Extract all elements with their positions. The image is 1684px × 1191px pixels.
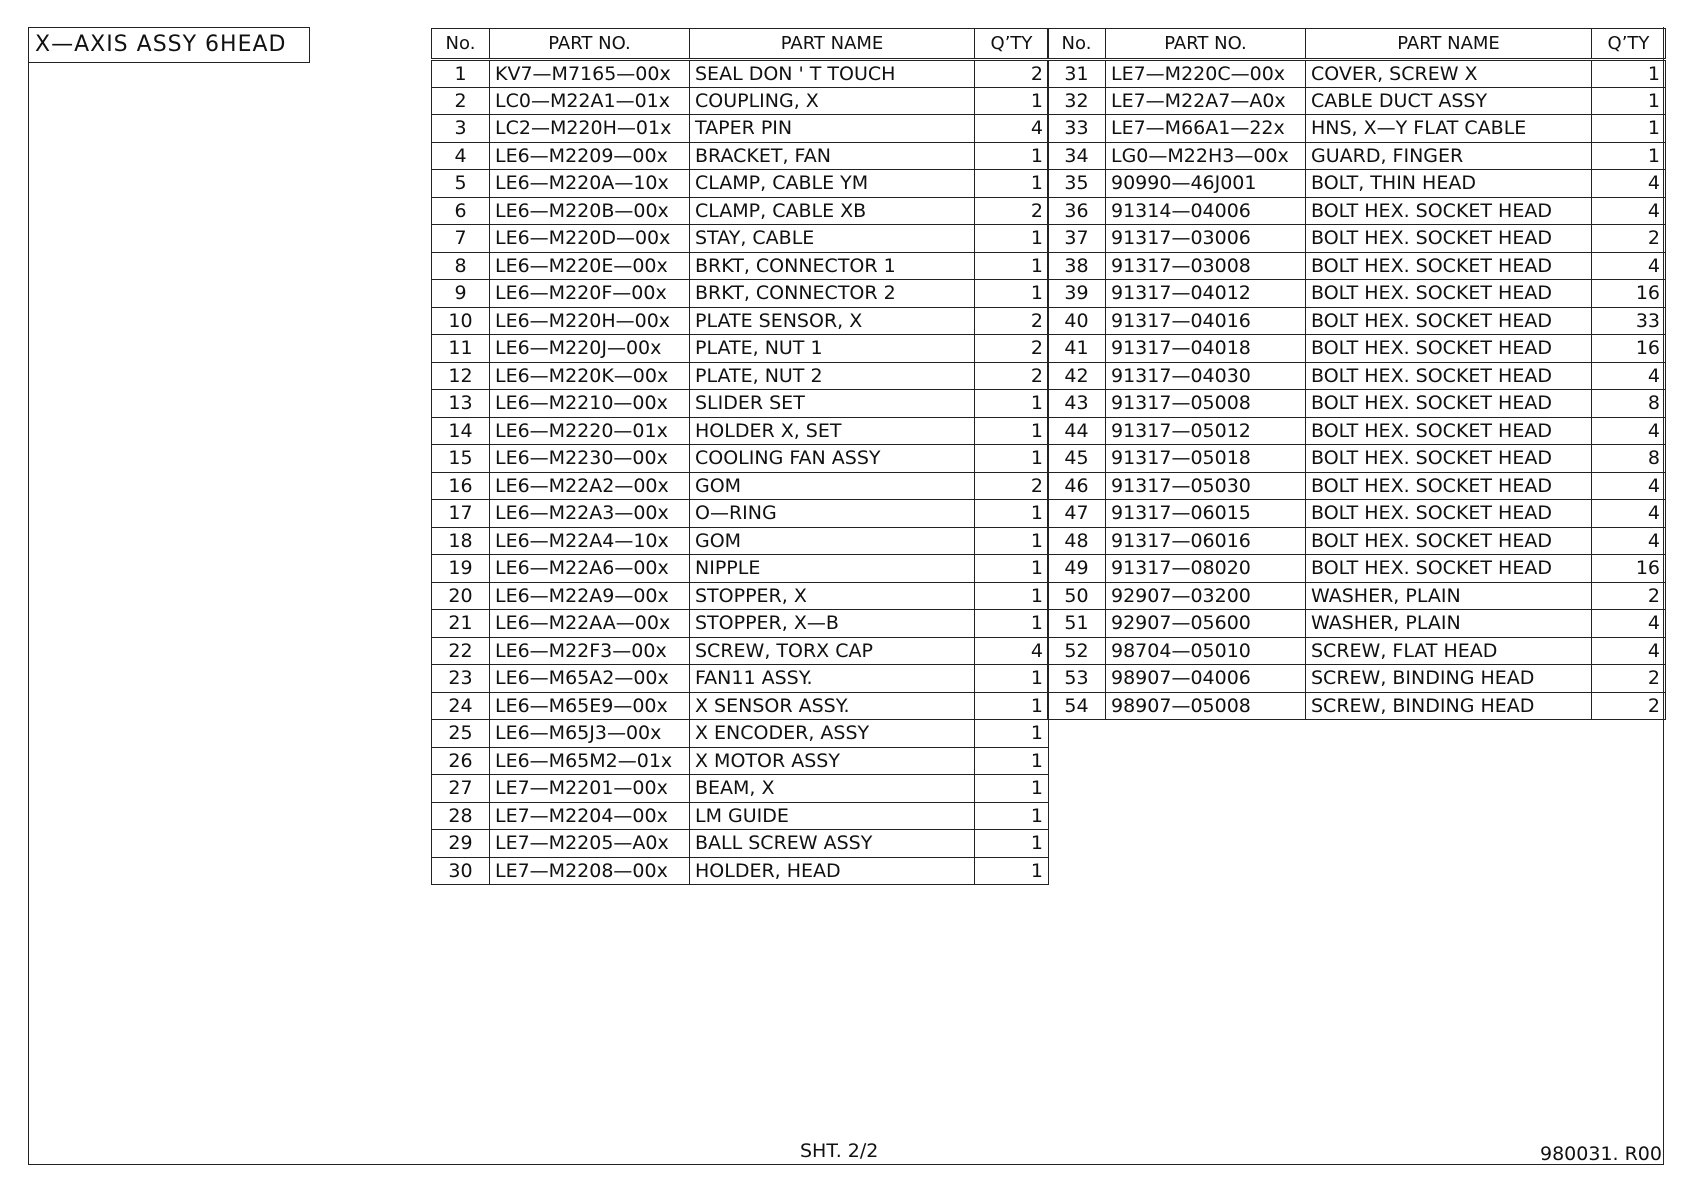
part-name: LM GUIDE xyxy=(690,802,975,830)
row-number: 14 xyxy=(432,417,490,445)
table-row xyxy=(1048,445,1666,473)
part-number: LE7—M2205—A0x xyxy=(490,830,690,858)
row-number: 34 xyxy=(1048,142,1106,170)
table-row xyxy=(432,747,1049,775)
row-number: 1 xyxy=(432,60,490,88)
part-number: LE7—M22A7—A0x xyxy=(1106,87,1306,115)
part-name: WASHER, PLAIN xyxy=(1306,582,1592,610)
quantity: 16 xyxy=(1592,280,1666,308)
table-row xyxy=(432,802,1049,830)
part-name: STAY, CABLE xyxy=(690,225,975,253)
table-row xyxy=(432,115,1049,143)
part-number: LE6—M220E—00x xyxy=(490,252,690,280)
row-number: 40 xyxy=(1048,307,1106,335)
parts-table-left-body xyxy=(432,60,1049,885)
row-number: 26 xyxy=(432,747,490,775)
quantity: 1 xyxy=(975,582,1049,610)
part-name: SEAL DON ' T TOUCH xyxy=(690,60,975,88)
part-name: NIPPLE xyxy=(690,555,975,583)
row-number: 9 xyxy=(432,280,490,308)
row-number: 33 xyxy=(1048,115,1106,143)
part-number: LE6—M220F—00x xyxy=(490,280,690,308)
table-row xyxy=(1048,60,1666,88)
quantity: 1 xyxy=(975,87,1049,115)
table-row xyxy=(1048,87,1666,115)
table-row xyxy=(432,142,1049,170)
table-row xyxy=(432,555,1049,583)
row-number: 19 xyxy=(432,555,490,583)
quantity: 1 xyxy=(975,225,1049,253)
quantity: 1 xyxy=(1592,87,1666,115)
part-number: LE6—M220J—00x xyxy=(490,335,690,363)
part-name: X ENCODER, ASSY xyxy=(690,720,975,748)
quantity: 1 xyxy=(975,280,1049,308)
table-row xyxy=(432,582,1049,610)
part-number: LE6—M65M2—01x xyxy=(490,747,690,775)
header-part-no: PART NO. xyxy=(490,29,690,60)
part-name: BOLT HEX. SOCKET HEAD xyxy=(1306,197,1592,225)
part-name: COVER, SCREW X xyxy=(1306,60,1592,88)
part-name: SCREW, BINDING HEAD xyxy=(1306,692,1592,720)
quantity: 2 xyxy=(975,60,1049,88)
quantity: 1 xyxy=(975,665,1049,693)
row-number: 7 xyxy=(432,225,490,253)
part-name: BRKT, CONNECTOR 1 xyxy=(690,252,975,280)
row-number: 44 xyxy=(1048,417,1106,445)
part-number: LE6—M220K—00x xyxy=(490,362,690,390)
part-name: CLAMP, CABLE XB xyxy=(690,197,975,225)
quantity: 1 xyxy=(975,610,1049,638)
table-row xyxy=(1048,225,1666,253)
part-number: LE6—M22A2—00x xyxy=(490,472,690,500)
quantity: 1 xyxy=(975,857,1049,885)
part-name: BOLT HEX. SOCKET HEAD xyxy=(1306,555,1592,583)
row-number: 35 xyxy=(1048,170,1106,198)
part-name: CABLE DUCT ASSY xyxy=(1306,87,1592,115)
part-number: 91317—03006 xyxy=(1106,225,1306,253)
part-number: LC2—M220H—01x xyxy=(490,115,690,143)
part-number: KV7—M7165—00x xyxy=(490,60,690,88)
table-header-row xyxy=(1048,29,1666,60)
table-row xyxy=(1048,637,1666,665)
part-number: LE6—M220H—00x xyxy=(490,307,690,335)
part-number: 91317—04016 xyxy=(1106,307,1306,335)
part-number: 91317—05030 xyxy=(1106,472,1306,500)
quantity: 16 xyxy=(1592,555,1666,583)
row-number: 29 xyxy=(432,830,490,858)
row-number: 37 xyxy=(1048,225,1106,253)
table-row xyxy=(1048,142,1666,170)
row-number: 30 xyxy=(432,857,490,885)
header-part-no: PART NO. xyxy=(1106,29,1306,60)
row-number: 3 xyxy=(432,115,490,143)
part-number: 91317—04012 xyxy=(1106,280,1306,308)
part-number: 91317—04018 xyxy=(1106,335,1306,363)
quantity: 2 xyxy=(1592,225,1666,253)
row-number: 4 xyxy=(432,142,490,170)
table-row xyxy=(432,60,1049,88)
page-title: X—AXIS ASSY 6HEAD xyxy=(28,27,310,63)
part-number: LE6—M22A4—10x xyxy=(490,527,690,555)
row-number: 11 xyxy=(432,335,490,363)
table-row xyxy=(432,197,1049,225)
quantity: 4 xyxy=(1592,197,1666,225)
sheet-number: SHT. 2∕2 xyxy=(800,1140,879,1162)
row-number: 32 xyxy=(1048,87,1106,115)
part-name: HOLDER, HEAD xyxy=(690,857,975,885)
parts-table-right xyxy=(1047,28,1666,720)
quantity: 4 xyxy=(1592,527,1666,555)
part-name: SCREW, FLAT HEAD xyxy=(1306,637,1592,665)
part-name: BRKT, CONNECTOR 2 xyxy=(690,280,975,308)
row-number: 50 xyxy=(1048,582,1106,610)
part-number: LE6—M22AA—00x xyxy=(490,610,690,638)
table-row xyxy=(1048,417,1666,445)
table-row xyxy=(432,720,1049,748)
part-name: GOM xyxy=(690,472,975,500)
part-name: O—RING xyxy=(690,500,975,528)
part-name: BALL SCREW ASSY xyxy=(690,830,975,858)
part-name: BOLT, THIN HEAD xyxy=(1306,170,1592,198)
part-name: HOLDER X, SET xyxy=(690,417,975,445)
quantity: 1 xyxy=(1592,115,1666,143)
quantity: 1 xyxy=(975,417,1049,445)
row-number: 27 xyxy=(432,775,490,803)
quantity: 4 xyxy=(1592,500,1666,528)
table-row xyxy=(432,445,1049,473)
parts-table-right-body xyxy=(1048,60,1666,720)
part-name: SCREW, TORX CAP xyxy=(690,637,975,665)
part-number: 91317—08020 xyxy=(1106,555,1306,583)
table-row xyxy=(432,692,1049,720)
table-row xyxy=(1048,610,1666,638)
quantity: 1 xyxy=(975,720,1049,748)
row-number: 36 xyxy=(1048,197,1106,225)
table-row xyxy=(432,500,1049,528)
quantity: 1 xyxy=(975,527,1049,555)
part-number: 91317—06015 xyxy=(1106,500,1306,528)
part-name: BOLT HEX. SOCKET HEAD xyxy=(1306,390,1592,418)
row-number: 28 xyxy=(432,802,490,830)
part-name: BOLT HEX. SOCKET HEAD xyxy=(1306,527,1592,555)
part-name: BRACKET, FAN xyxy=(690,142,975,170)
header-qty: Q’TY xyxy=(1592,29,1666,60)
table-row xyxy=(432,857,1049,885)
header-no: No. xyxy=(432,29,490,60)
part-number: LE6—M65E9—00x xyxy=(490,692,690,720)
row-number: 10 xyxy=(432,307,490,335)
quantity: 4 xyxy=(1592,637,1666,665)
part-name: BOLT HEX. SOCKET HEAD xyxy=(1306,500,1592,528)
quantity: 4 xyxy=(975,115,1049,143)
part-name: FAN11 ASSY. xyxy=(690,665,975,693)
row-number: 39 xyxy=(1048,280,1106,308)
quantity: 1 xyxy=(975,500,1049,528)
row-number: 23 xyxy=(432,665,490,693)
part-name: CLAMP, CABLE YM xyxy=(690,170,975,198)
row-number: 42 xyxy=(1048,362,1106,390)
quantity: 4 xyxy=(1592,170,1666,198)
part-name: PLATE, NUT 1 xyxy=(690,335,975,363)
part-number: 98907—05008 xyxy=(1106,692,1306,720)
part-number: LE7—M66A1—22x xyxy=(1106,115,1306,143)
row-number: 43 xyxy=(1048,390,1106,418)
table-row xyxy=(1048,197,1666,225)
part-number: 91317—03008 xyxy=(1106,252,1306,280)
part-number: LE6—M2230—00x xyxy=(490,445,690,473)
table-row xyxy=(1048,582,1666,610)
quantity: 8 xyxy=(1592,445,1666,473)
table-row xyxy=(1048,527,1666,555)
quantity: 1 xyxy=(975,445,1049,473)
part-name: TAPER PIN xyxy=(690,115,975,143)
part-name: BOLT HEX. SOCKET HEAD xyxy=(1306,335,1592,363)
part-number: LE6—M22F3—00x xyxy=(490,637,690,665)
part-name: COOLING FAN ASSY xyxy=(690,445,975,473)
part-name: SLIDER SET xyxy=(690,390,975,418)
row-number: 18 xyxy=(432,527,490,555)
table-row xyxy=(1048,307,1666,335)
part-number: LE6—M22A9—00x xyxy=(490,582,690,610)
row-number: 24 xyxy=(432,692,490,720)
part-name: BOLT HEX. SOCKET HEAD xyxy=(1306,307,1592,335)
parts-table-left xyxy=(431,28,1049,885)
header-no: No. xyxy=(1048,29,1106,60)
table-row xyxy=(432,472,1049,500)
row-number: 13 xyxy=(432,390,490,418)
row-number: 12 xyxy=(432,362,490,390)
table-row xyxy=(1048,252,1666,280)
quantity: 2 xyxy=(975,307,1049,335)
part-name: X SENSOR ASSY. xyxy=(690,692,975,720)
table-row xyxy=(432,417,1049,445)
row-number: 15 xyxy=(432,445,490,473)
row-number: 53 xyxy=(1048,665,1106,693)
quantity: 1 xyxy=(975,170,1049,198)
table-row xyxy=(432,830,1049,858)
row-number: 41 xyxy=(1048,335,1106,363)
table-row xyxy=(432,170,1049,198)
quantity: 2 xyxy=(975,362,1049,390)
table-row xyxy=(432,280,1049,308)
row-number: 21 xyxy=(432,610,490,638)
quantity: 4 xyxy=(1592,252,1666,280)
part-name: GUARD, FINGER xyxy=(1306,142,1592,170)
part-number: LE6—M22A3—00x xyxy=(490,500,690,528)
quantity: 1 xyxy=(1592,60,1666,88)
part-number: 90990—46J001 xyxy=(1106,170,1306,198)
row-number: 17 xyxy=(432,500,490,528)
table-row xyxy=(1048,335,1666,363)
part-number: 91317—06016 xyxy=(1106,527,1306,555)
quantity: 1 xyxy=(975,802,1049,830)
quantity: 16 xyxy=(1592,335,1666,363)
quantity: 1 xyxy=(975,252,1049,280)
table-row xyxy=(432,637,1049,665)
part-name: WASHER, PLAIN xyxy=(1306,610,1592,638)
quantity: 2 xyxy=(975,472,1049,500)
part-name: BOLT HEX. SOCKET HEAD xyxy=(1306,362,1592,390)
quantity: 4 xyxy=(1592,417,1666,445)
row-number: 2 xyxy=(432,87,490,115)
row-number: 52 xyxy=(1048,637,1106,665)
row-number: 51 xyxy=(1048,610,1106,638)
part-number: LE6—M65A2—00x xyxy=(490,665,690,693)
part-number: 91317—05012 xyxy=(1106,417,1306,445)
part-name: X MOTOR ASSY xyxy=(690,747,975,775)
part-name: BOLT HEX. SOCKET HEAD xyxy=(1306,225,1592,253)
table-row xyxy=(1048,472,1666,500)
quantity: 1 xyxy=(975,390,1049,418)
header-qty: Q’TY xyxy=(975,29,1049,60)
part-number: LE6—M2220—01x xyxy=(490,417,690,445)
table-row xyxy=(432,87,1049,115)
table-row xyxy=(1048,115,1666,143)
part-number: LE7—M220C—00x xyxy=(1106,60,1306,88)
row-number: 8 xyxy=(432,252,490,280)
part-number: LE6—M65J3—00x xyxy=(490,720,690,748)
part-number: LE6—M2209—00x xyxy=(490,142,690,170)
table-row xyxy=(432,335,1049,363)
table-row xyxy=(1048,170,1666,198)
table-row xyxy=(1048,665,1666,693)
row-number: 5 xyxy=(432,170,490,198)
part-name: PLATE, NUT 2 xyxy=(690,362,975,390)
row-number: 25 xyxy=(432,720,490,748)
part-number: LE6—M220D—00x xyxy=(490,225,690,253)
row-number: 6 xyxy=(432,197,490,225)
table-row xyxy=(432,775,1049,803)
quantity: 1 xyxy=(975,142,1049,170)
part-name: BOLT HEX. SOCKET HEAD xyxy=(1306,252,1592,280)
row-number: 38 xyxy=(1048,252,1106,280)
part-name: STOPPER, X xyxy=(690,582,975,610)
part-name: HNS, X—Y FLAT CABLE xyxy=(1306,115,1592,143)
part-number: LE7—M2204—00x xyxy=(490,802,690,830)
row-number: 22 xyxy=(432,637,490,665)
part-number: LE6—M220B—00x xyxy=(490,197,690,225)
table-header-row xyxy=(432,29,1049,60)
table-row xyxy=(1048,555,1666,583)
table-row xyxy=(1048,692,1666,720)
table-row xyxy=(432,527,1049,555)
part-name: STOPPER, X—B xyxy=(690,610,975,638)
quantity: 2 xyxy=(1592,582,1666,610)
quantity: 1 xyxy=(975,692,1049,720)
quantity: 4 xyxy=(975,637,1049,665)
part-name: BOLT HEX. SOCKET HEAD xyxy=(1306,445,1592,473)
table-row xyxy=(1048,280,1666,308)
table-row xyxy=(1048,362,1666,390)
table-row xyxy=(432,252,1049,280)
quantity: 2 xyxy=(975,197,1049,225)
part-name: PLATE SENSOR, X xyxy=(690,307,975,335)
document-number: 980031. R00 xyxy=(1540,1143,1662,1165)
part-number: LE6—M22A6—00x xyxy=(490,555,690,583)
quantity: 4 xyxy=(1592,610,1666,638)
part-name: BOLT HEX. SOCKET HEAD xyxy=(1306,417,1592,445)
quantity: 33 xyxy=(1592,307,1666,335)
part-name: COUPLING, X xyxy=(690,87,975,115)
part-number: LG0—M22H3—00x xyxy=(1106,142,1306,170)
part-number: 98907—04006 xyxy=(1106,665,1306,693)
part-number: LC0—M22A1—01x xyxy=(490,87,690,115)
part-name: GOM xyxy=(690,527,975,555)
quantity: 2 xyxy=(1592,665,1666,693)
table-row xyxy=(432,665,1049,693)
table-row xyxy=(432,362,1049,390)
row-number: 54 xyxy=(1048,692,1106,720)
part-number: 92907—03200 xyxy=(1106,582,1306,610)
quantity: 8 xyxy=(1592,390,1666,418)
quantity: 4 xyxy=(1592,362,1666,390)
part-number: 91314—04006 xyxy=(1106,197,1306,225)
row-number: 49 xyxy=(1048,555,1106,583)
header-part-name: PART NAME xyxy=(690,29,975,60)
part-number: 98704—05010 xyxy=(1106,637,1306,665)
table-row xyxy=(432,390,1049,418)
part-name: BOLT HEX. SOCKET HEAD xyxy=(1306,472,1592,500)
row-number: 16 xyxy=(432,472,490,500)
table-row xyxy=(432,307,1049,335)
table-row xyxy=(1048,390,1666,418)
table-row xyxy=(432,225,1049,253)
part-number: LE7—M2208—00x xyxy=(490,857,690,885)
part-name: BOLT HEX. SOCKET HEAD xyxy=(1306,280,1592,308)
part-number: LE7—M2201—00x xyxy=(490,775,690,803)
quantity: 1 xyxy=(975,747,1049,775)
quantity: 1 xyxy=(975,830,1049,858)
table-row xyxy=(432,610,1049,638)
part-number: LE6—M220A—10x xyxy=(490,170,690,198)
quantity: 4 xyxy=(1592,472,1666,500)
quantity: 1 xyxy=(975,555,1049,583)
row-number: 45 xyxy=(1048,445,1106,473)
part-number: 91317—04030 xyxy=(1106,362,1306,390)
row-number: 48 xyxy=(1048,527,1106,555)
part-number: 92907—05600 xyxy=(1106,610,1306,638)
row-number: 46 xyxy=(1048,472,1106,500)
quantity: 2 xyxy=(1592,692,1666,720)
part-name: SCREW, BINDING HEAD xyxy=(1306,665,1592,693)
header-part-name: PART NAME xyxy=(1306,29,1592,60)
part-number: LE6—M2210—00x xyxy=(490,390,690,418)
quantity: 2 xyxy=(975,335,1049,363)
part-name: BEAM, X xyxy=(690,775,975,803)
part-number: 91317—05008 xyxy=(1106,390,1306,418)
row-number: 47 xyxy=(1048,500,1106,528)
row-number: 20 xyxy=(432,582,490,610)
row-number: 31 xyxy=(1048,60,1106,88)
quantity: 1 xyxy=(975,775,1049,803)
part-number: 91317—05018 xyxy=(1106,445,1306,473)
table-row xyxy=(1048,500,1666,528)
quantity: 1 xyxy=(1592,142,1666,170)
